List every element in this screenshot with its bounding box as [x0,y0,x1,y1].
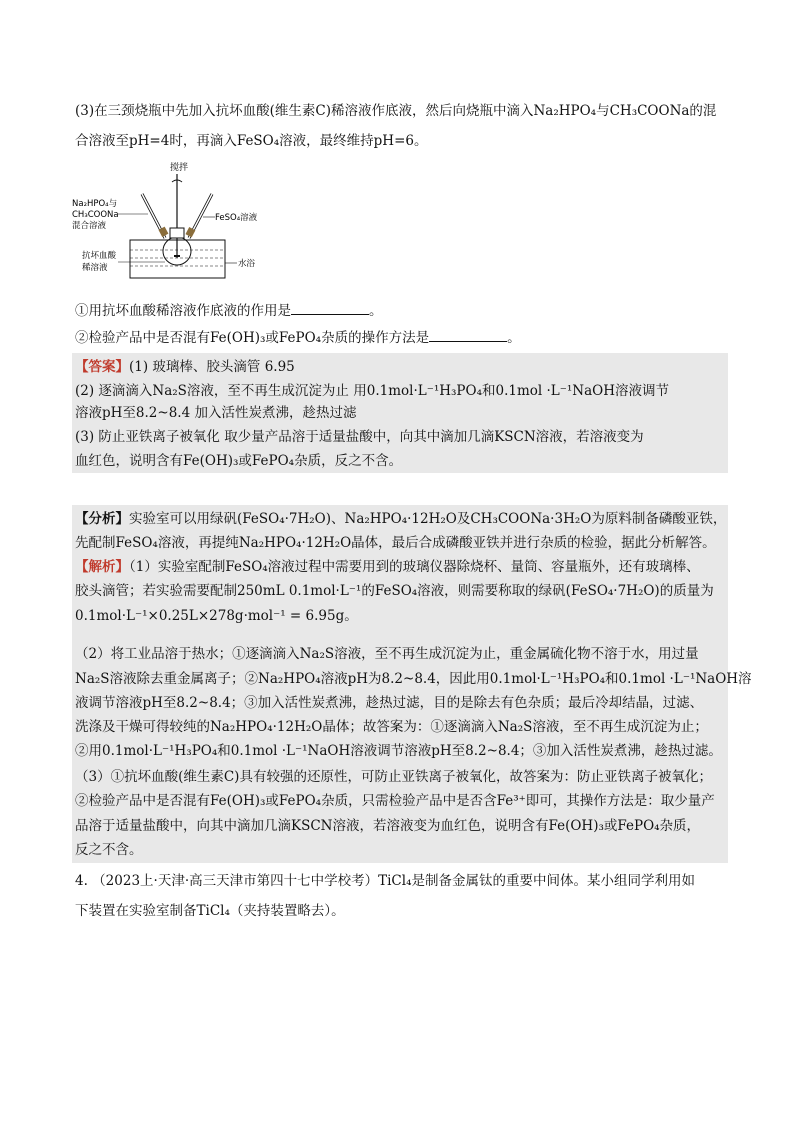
answer-line-5: 血红色，说明含有Fe(OH)₃或FePO₄杂质，反之不含。 [75,453,403,469]
sub-question-1-text: ①用抗坏血酸稀溶液作底液的作用是 [75,303,291,319]
solution-line-7: 洗涤及干燥可得较纯的Na₂HPO₄·12H₂O晶体；故答案为：①逐滴滴入Na₂S溶液，至不再生成沉淀为止； [75,719,708,735]
solution-line-6: 液调节溶液pH至8.2~8.4；③加入活性炭煮沸，趁热过滤，目的是除去有色杂质；最后冷却结晶，过滤、 [75,695,704,711]
solution-line-3: 0.1mol·L⁻¹×0.25L×278g·mol⁻¹ = 6.95g。 [75,608,358,624]
stir-label: 搅拌 [170,163,189,173]
answer-blank-2 [429,329,507,342]
apparatus-figure [70,158,270,283]
sub-question-2-text: ②检验产品中是否混有Fe(OH)₃或FePO₄杂质的操作方法是 [75,330,430,346]
left-label-3: 混合溶液 [72,221,107,231]
answer-line-3: 溶液pH至8.2~8.4 加入活性炭煮沸，趁热过滤 [75,405,357,421]
sub-question-2 [75,327,521,349]
answer-line-4: (3) 防止亚铁离子被氧化 取少量产品溶于适量盐酸中，向其中滴加几滴KSCN溶液，若溶液变为 [75,429,644,445]
solution-line-2: 胶头滴管；若实验需要配制250mL 0.1mol·L⁻¹的FeSO₄溶液，则需要称取的绿矾(FeSO₄·7H₂O)的质量为 [75,583,714,599]
answer-line-1-text: (1) 玻璃棒、胶头滴管 6.95 [129,359,295,375]
answer-tag: 【答案】 [75,359,129,375]
q3-line-1: (3)在三颈烧瓶中先加入抗坏血酸(维生素C)稀溶液作底液，然后向烧瓶中滴入Na₂HPO₄与CH₃COONa的混 [75,103,717,119]
solution-line-9: （3）①抗坏血酸(维生素C)具有较强的还原性，可防止亚铁离子被氧化，故答案为：防止亚铁离子被氧化； [75,769,712,785]
solution-line-1-text: （1）实验室配制FeSO₄溶液过程中需要用到的玻璃仪器除烧杯、量筒、容量瓶外，还有玻璃棒、 [129,559,700,575]
bath-label: 水浴 [238,259,256,269]
answer-blank-1 [291,302,369,315]
answer-line-1 [75,356,295,378]
solution-tag: 【解析】 [75,559,129,575]
sub-question-2-end: 。 [507,330,521,346]
left-label-1: Na₂HPO₄与 [72,199,118,209]
left-label-2: CH₃COONa [72,210,119,220]
analysis-line-1-text: 实验室可以用绿矾(FeSO₄·7H₂O)、Na₂HPO₄·12H₂O及CH₃COONa·3H₂O为原料制备磷酸亚铁， [129,511,727,527]
sub-question-1 [75,300,383,322]
solution-line-4: （2）将工业品溶于热水；①逐滴滴入Na₂S溶液，至不再生成沉淀为止，重金属硫化物不溶于水，用过量 [75,646,699,662]
q3-line-2: 合溶液至pH=4时，再滴入FeSO₄溶液，最终维持pH=6。 [75,133,428,149]
answer-line-2: (2) 逐滴滴入Na₂S溶液，至不再生成沉淀为止 用0.1mol·L⁻¹H₃PO₄和0.1mol ·L⁻¹NaOH溶液调节 [75,383,669,399]
sub-question-1-end: 。 [369,303,383,319]
solution-line-8: ②用0.1mol·L⁻¹H₃PO₄和0.1mol ·L⁻¹NaOH溶液调节溶液pH至8.2~8.4；③加入活性炭煮沸，趁热过滤。 [75,743,722,759]
analysis-line-1 [75,508,726,530]
solution-line-11: 品溶于适量盐酸中，向其中滴加几滴KSCN溶液，若溶液变为血红色，说明含有Fe(OH)₃或FePO₄杂质， [75,818,701,834]
solution-line-5: Na₂S溶液除去重金属离子；②Na₂HPO₄溶液pH为8.2~8.4，因此用0.1mol·L⁻¹H₃PO₄和0.1mol ·L⁻¹NaOH溶 [75,671,752,687]
right-label: FeSO₄溶液 [215,213,258,223]
analysis-tag: 【分析】 [75,511,129,527]
bottom-label-1: 抗坏血酸 [82,251,117,261]
solution-line-10: ②检验产品中是否混有Fe(OH)₃或FePO₄杂质，只需检验产品中是否含Fe³⁺即可，其操作方法是：取少量产 [75,793,715,809]
q4-line-1: 4. （2023上·天津·高三天津市第四十七中学校考）TiCl₄是制备金属钛的重要中间体。某小组同学利用如 [75,873,695,889]
solution-line-1 [75,556,700,578]
q4-line-2: 下装置在实验室制备TiCl₄（夹持装置略去）。 [75,903,345,919]
bottom-label-2: 稀溶液 [82,263,108,273]
solution-line-12: 反之不含。 [75,842,143,858]
analysis-line-2: 先配制FeSO₄溶液，再提纯Na₂HPO₄·12H₂O晶体，最后合成磷酸亚铁并进行杂质的检验，据此分析解答。 [75,535,716,551]
